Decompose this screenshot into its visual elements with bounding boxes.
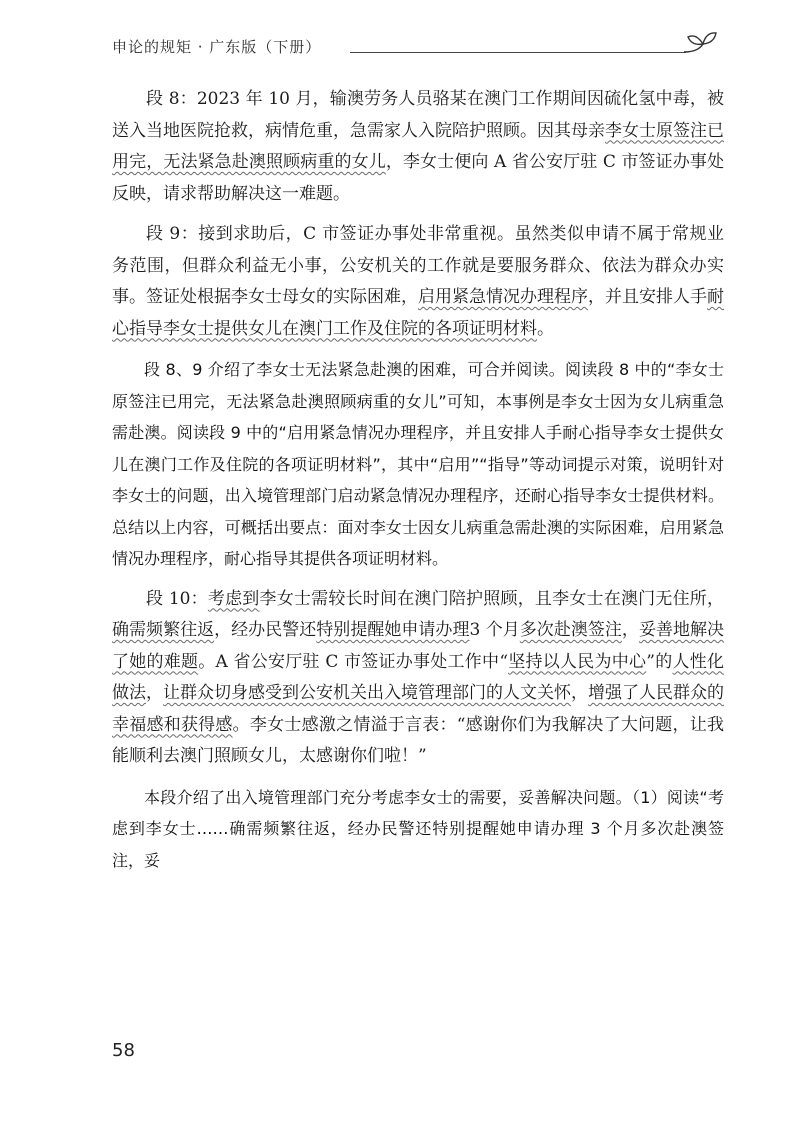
- text-run: ”的: [646, 651, 673, 672]
- underlined-phrase: 李女士原签注已用完，无法紧急赴澳照顾病重的女儿: [112, 120, 724, 172]
- underlined-phrase: 确需频繁往返: [112, 620, 215, 640]
- underlined-phrase: 各项证明材料: [435, 318, 537, 339]
- underlined-phrase: 考虑到: [207, 588, 260, 609]
- underlined-phrase: 人性化做法: [112, 651, 725, 703]
- underlined-phrase: 特别提醒她申请办理: [316, 620, 470, 640]
- paragraph-label: 段 8：: [146, 89, 197, 109]
- text-run: 接到求助后，C 市签证办事处非常重视。虽然类似申请不属于常规业务范围，但群众利益无小事，公安机关的工作就是要服务群众、依法为群众办实事。签证处根据李女士母女的实际困难，: [112, 224, 724, 307]
- underlined-phrase: 坚持以人民为中心: [508, 651, 647, 672]
- text-run: ，并且安排人手: [588, 287, 707, 307]
- original-paragraph-9: [112, 219, 724, 345]
- original-paragraph-8: [112, 84, 724, 210]
- text-run: 2023 年 10 月，输澳劳务人员骆某在澳门工作期间因硫化氢中毒，被送入当地医院抢救，病情危重，急需家人入院陪护照顾。因其母亲: [112, 89, 724, 141]
- underlined-phrase: 多次赴澳签注: [519, 620, 622, 640]
- text-run: 。李女士感激之情溢于言表：“感谢你们为我解决了大问题，让我能顺利去澳门照顾女儿，太感谢你们啦！”: [112, 714, 724, 766]
- sprout-icon: [684, 30, 724, 60]
- underlined-phrase: 增强了人民群众的幸福感和获得感: [112, 683, 724, 735]
- text-run: ，: [571, 683, 588, 703]
- book-title: 申论的规矩 · 广东版（下册）: [112, 38, 322, 56]
- text-run: ，经办民警还: [214, 620, 317, 640]
- paragraph-label: 段 10：: [146, 588, 208, 609]
- analysis-paragraph-10: 本段介绍了出入境管理部门充分考虑李女士的需要，妥善解决问题。（1）阅读“考虑到李女士……确需频繁往返，经办民警还特别提醒她申请办理 3 个月多次赴澳签注，妥: [112, 787, 724, 870]
- underlined-phrase: 妥善地解决了她的难题: [112, 620, 725, 672]
- underlined-phrase: 让群众切身感受到公安机关出入境管理部门的人文关怀: [163, 683, 571, 703]
- underlined-phrase: 启用紧急情况办理程序: [418, 287, 588, 307]
- text-run: ，: [146, 683, 163, 703]
- text-run: 李女士需较长时间在澳门陪护照顾，且李女士在澳门无住所，: [259, 588, 725, 609]
- analysis-paragraph-8-9: 段 8、9 介绍了李女士无法紧急赴澳的困难，可合并阅读。阅读段 8 中的“李女士原签注已用完，无法紧急赴澳照顾病重的女儿”可知，本事例是李女士因为女儿病重急需赴澳。阅读段 9 中的“启用紧急情况办理程序，并且安排人手耐心指导李女士提供女儿在澳门工作及住院的各项证明材料”，其中“启用”“指导”等动词提示对策，说明针对李女士的问题，出入境管理部门启动紧急情况办理程序，还耐心指导李女士提供材料。总结以上内容，可概括出要点：面对李女士因女儿病重急需赴澳的实际困难，启用紧急情况办理程序，耐心指导其提供各项证明材料。: [112, 360, 724, 568]
- header-rule: [350, 52, 686, 53]
- text-run: ，李女士便向 A 省公安厅驻 C 市签证办事处反映，请求帮助解决这一难题。: [112, 152, 725, 204]
- paragraph-label: 段 9：: [146, 224, 199, 244]
- text-run: 。: [537, 318, 554, 339]
- text-run: 3 个月: [469, 620, 520, 640]
- running-header: [112, 30, 724, 64]
- page-body: [112, 84, 724, 885]
- page-number: 58: [112, 1040, 135, 1061]
- text-run: 。A 省公安厅驻 C 市签证办事处工作中“: [198, 651, 509, 672]
- text-run: ，: [621, 620, 639, 640]
- original-paragraph-10: [112, 584, 724, 773]
- underlined-phrase: 耐心指导李女士提供女儿在澳门工作及住院的: [112, 287, 724, 339]
